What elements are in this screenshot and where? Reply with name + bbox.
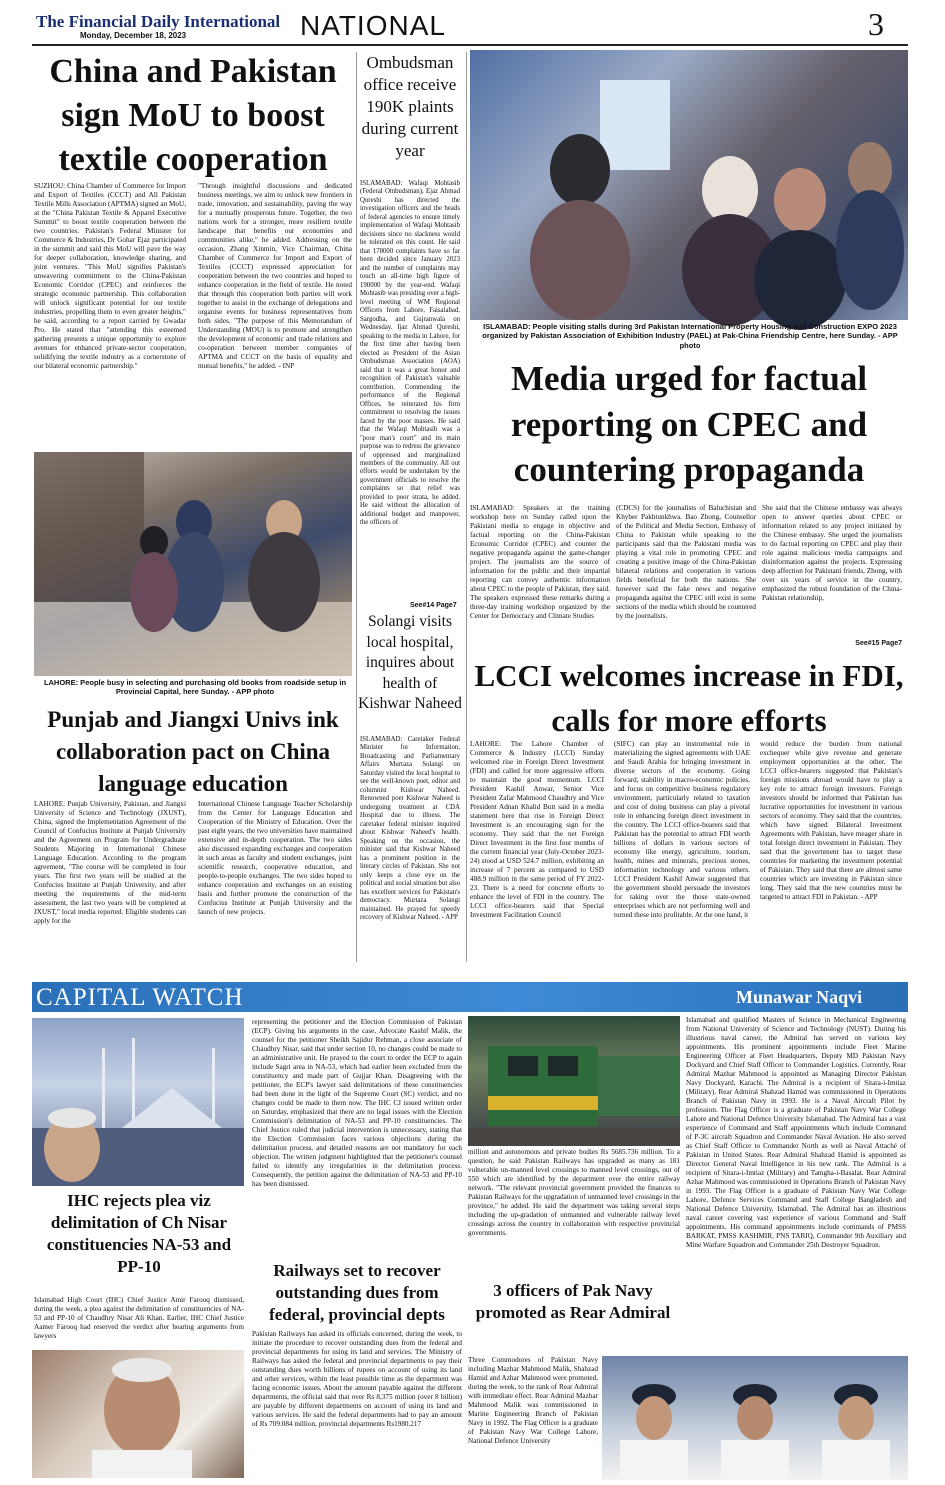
mosque-illustration [32, 1018, 244, 1186]
story9-headline: 3 officers of Pak Navy promoted as Rear Admiral [475, 1281, 671, 1323]
story2-body: ISLAMABAD: Wafaqi Mohtasib (Federal Ombudsman), Ejaz Ahmad Qureshi has directed the investigation officers and the heads of federal agencies to ensure timely implementation of Wafaqi Mohtasib decisions since no slackness would be tolerated on this count. He said that 178000 complaints have so far been decided since January 2023 and the number of complaints may touch an all-time high figure of 190000 by the year-end. Wafaqi Mohtasib was presiding over a high-level meeting of WM Regional Officers from Lahore, Faisalabad, Sargodha, and Gujranwala on Wednesday. Ijaz Ahmad Qureshi, speaking to the media in Lahore, for the first time after having been elected as President of the Asian Ombudsman Association (AOA) said that it was a great honor and recognition of Pakistan's valuable contribution. Commending the performance of the Regional Offices, he reiterated his firm commitment to resolving the issues faced by the poor masses. He said that the Wafaqi Mohtasib was a "poor man's court" and its main purpose was to redress the grievance of oppressed and marginalized members of the community. All out efforts would be undertaken by the government officials to resolve the complaints so that relief was provided to poor strata, he added. He said without the allocation of additional budget and manpower, the officers of [360, 180, 460, 527]
portrait-illustration [32, 1350, 244, 1478]
story1-column-2: "Through insightful discussions and dedicated business meetings, we aim to unlock new frontiers in trade, innovation, and sustainability, paving the way for a mutually prosperous future. Together, the two nations work for a stronger, more resilient textile landscape that benefits our economies and communities alike," he added. Addressing on the occasion, Zhang Xinmin, Vice Chairman, China Chamber of Commerce for Import and Export of Textiles (CCCT) expressed appreciation for cooperation between the two countries and hoped to enhance cooperation in the field of textile. He noted that through this cooperation both parties will work together to assist in the exchange of delegations and organise events for business representatives from both sides. "The purpose of this Memorandum of Understanding (MOU) is to promote and strengthen the development of economic and trade relations and co-operation between member companies of APTMA and CCCT on the basis of equality and mutual benefits," he added. - INP [198, 182, 352, 370]
story3-column-3: She said that the Chinese embassy was always open to answer queries about CPEC or information related to any project initiated by the Chinese embassy. She urged the journalists to do factual reporting on CPEC and play their role against malicious media campaigns and disinformation against the projects. Expressing deep affection for Pakistani friends, Zhong, with over six years of service in the country, emphasized the robust foundation of the China-Pakistan relationship, [762, 504, 902, 602]
column-author: Munawar Naqvi [736, 987, 863, 1007]
expo-photo-caption: ISLAMABAD: People visiting stalls during 3rd Pakistan International Property Housing and Construction EXPO 2023 organized by Pakistan Association of Exhibition Industry (PAEL) at Pak-China Friendship Centre, here Sunday. - APP photo [482, 322, 898, 350]
story5-headline: Punjab and Jiangxi Univs ink collaboration pact on China language education [47, 707, 339, 797]
expo-photo-illustration [470, 50, 908, 320]
column-rule [356, 52, 357, 962]
story7-column-2: representing the petitioner and the Election Commission of Pakistan (ECP). Giving his arguments in the case, Advocate Kashif Malik, the counsel for the petitioner Sheikh Sajidur Rehman, a close associate of Chaudhry Nisar, said that under section 10, no changes could be made to an administrative unit. He prayed to the court to order the ECP to again include Sagri area in NA-53, which had earlier been excluded from the constituency and made part of Gujjar Khan. Disagreeing with the petitioner, the ECP's lawyer said delimitations of these constituencies had been done in the light of the Supreme Court (SC) verdict, and no changes could be made to them now. The IHC CJ issued written order on Saturday, emphasized that there are no legal issues with the Election Commission's delimitation of NA-53 and PP-10 constituencies. The Chief Justice ruled that judicial intervention is unnecessary, stating that the Election Commission faces various objections during the delimitation process, and detailed reasons are not mandatory for each objection. The written judgment highlighted that the petitioner's counsel failed to identify any irregularities in the delimitation process. Consequently, the petition against the delimitation of NA-53 and PP-10 has been dismissed. [252, 1018, 462, 1188]
masthead-title: The Financial Daily International [36, 12, 281, 31]
story3-column-2: (CDCS) for the journalists of Baluchistan and Khyber Pakhtunkhwa. Bao Zhong, Counsellor of the Political and Media Section, Embassy of China to Pakistan while speaking to the participants said that the Pakistani media was playing a vital role in promoting CPEC and creating a positive image of the China-Pakistan bilateral relations and cooperation in various fields beneficial for both the nations. She however said the fake news and negative propaganda against the CPEC still exist in some sections of the media which should be countered by the journalists. [616, 504, 756, 620]
portrait-photo [32, 1350, 244, 1478]
books-photo [34, 452, 352, 676]
books-photo-caption: LAHORE: People busy in selecting and purchasing old books from roadside setup in Provincial Capital, here Sunday. - APP photo [43, 678, 347, 697]
story4-body: ISLAMABAD: Caretaker Federal Minister for Information, Broadcasting and Parliamentary Affairs Murtaza Solangi on Saturday visited the local hospital to see the well-known poet, editor and columnist Kishwar Naheed. Renowned poet Kishwar Naheed is undergoing treatment at CDA Hospital due to illness. The caretaker federal minister inquired about Kishwar Naheed's health. Speaking on the occasion, the minister said that Kishwar Naheed has a prominent position in the literary circles of Pakistan. She not only keeps a close eye on the political and social situation but also has excellent services for Pakistan's democracy. Murtaza Solangi maintained. He prayed for speedy recovery of Kishwar Naheed. - APP [360, 736, 460, 922]
story7-headline: IHC rejects plea viz delimitation of Ch Nisar constituencies NA-53 and PP-10 [46, 1191, 232, 1277]
story9-column-3: Islamabad and qualified Masters of Science in Mechanical Engineering from National University of Science and Technology (NUST). During his illustrious naval career, the Admiral has served on various key appointments. His prominent appointments include Fleet Marine Engineering Officer at Fleet Headquarters, Deputy MD Pakistan Navy Dockyard and Chief Staff Officer to Commander Logistics. Currently, Rear Admiral Mazhar Mahmood is appointed as Managing Director Pakistan Navy Dockyard, Karachi. The Admiral is a recipient of Sitara-i-Imtiaz (Military). Rear Admiral Shahzad Hamid was commissioned in Operations Branch of Pakistan Navy in 1993. He is a Naval Aircraft Pilot by profession. The Flag Officer is a graduate of Pakistan Navy War College Lahore and National Defence University Islamabad. The Admiral has a vast experience of Command and Staff appointments which include Command of P-3C aircraft Squadron and Commander Naval Aviation. He also served as Chief Staff Officer to Commander North as well as Naval Attaché of Pakistan in United States. Rear Admiral Shahzad Hamid is appointed as Director General Naval Intelligence in his new rank. The Admiral is a recipient of Sitara-i-Imtiaz (Military) and Tamgha-i-Basalat. Rear Admiral Azhar Mahmood was commissioned in Operations Branch of Pakistan Navy in 1993. The Flag Officer is a graduate of Pakistan Navy War College Lahore, Defence Services Command and Staff College Bangladesh and National Defence University, Islamabad. The Admiral has an illustrious naval career covering vast experience of various Command and Staff appointments. His command appointments include commands of PMSS BARKAT, PMSS KASHMIR, PNS TARIQ, Commander 9th Auxiliary and Mine Warfare Squadron and Commander 25th Destroyer Squadron. [686, 1016, 906, 1249]
story7-body: Islamabad High Court (IHC) Chief Justice Amir Farooq dismissed, during the week, a plea against the delimitation of constituencies of NA-53 and PP-10 of Chaudhry Nisar Ali Khan. Earlier, IHC Chief Justice Aamer Farooq had reserved the verdict after hearing arguments from lawyers [34, 1296, 244, 1340]
story5-column-2: International Chinese Language Teacher Scholarship from the Center for Language Education and Cooperation of the Ministry of Education. Over the past eight years, the two universities have maintained extensive and in-depth cooperation. The two sides also discussed expanding exchanges and cooperation in such areas as faculty and student exchanges, joint scientific research, cooperative education, and people-to-people exchanges. The two sides hoped to enhance cooperation and exchanges on an existing basis and further promote the construction of the Confucius Institute at Punjab University and the launch of new projects. [198, 800, 352, 916]
story8-headline: Railways set to recover outstanding dues from federal, provincial depts [269, 1261, 445, 1325]
story1-headline: China and Pakistan sign MoU to boost textile cooperation [49, 53, 337, 179]
page-number: 3 [868, 6, 884, 42]
train-illustration [468, 1016, 680, 1146]
navy-officers-photo [602, 1356, 908, 1480]
chaudhry-nisar-photo [32, 1018, 244, 1186]
section-title: NATIONAL [300, 10, 446, 41]
story9-body: Three Commodores of Pakistan Navy including Mazhar Mahmood Malik, Shahzad Hamid and Azhar Mahmood were promoted, during the week, to the rank of Rear Admiral with immediate effect. Rear Admiral Mazhar Mahmood Malik was commissioned in Marine Engineering Branch of Pakistan Navy in 1992. The Flag Officer is a graduate of Pakistan Navy War College Lahore, National Defence University [468, 1356, 598, 1445]
masthead-rule [32, 44, 908, 46]
story3-jump: See#15 Page7 [855, 640, 902, 647]
story8-column-2: million and autonomous and private bodies Rs 5685.736 million. To a question, he said Pakistan Railways has upgraded as many as 181 vulnerable un-manned level crossings to manned level crossings, out of 550 which are identified by the department over the entire railway network. "The relevant provincial government provided the finances to Pakistan Railways for the upgradation of unmanned level crossings in the province," he added. He said the department was taking several steps including the up-gradation of unmanned and vulnerable railway level crossings across the country in collaboration with respective provincial governments. [468, 1148, 680, 1237]
expo-photo [470, 50, 908, 320]
officers-illustration [602, 1356, 908, 1480]
story6-column-2: (SIFC) can play an instrumental role in materializing the signed agreements with UAE and Saudi Arabia for bringing investment in diverse sectors of the economy. Going forward, stability in macro-economic policies, and focus on competitive business regulatory environment, particularly related to taxation and cost of doing business can play a pivotal role in enhancing foreign direct investment in the country. The LCCI office-bearers said that Pakistan has the potential to attract FDI worth billions of dollars in various sectors of economy like energy, agriculture, tourism, health, mines and minerals, precious stones, information technology and various others. LCCI President Kashif Anwar suggested that the government should persuade the investors for taking over the those state-owned enterprises which are not performing well and turned these into profitable. At the one hand, it [614, 740, 750, 919]
story6-headline: LCCI welcomes increase in FDI, calls for more efforts [474, 658, 904, 738]
column-rule [466, 52, 467, 962]
story2-jump: See#14 Page7 [410, 602, 457, 609]
story6-column-3: would reduce the burden from national exchequer while give revenue and generate employment opportunities at the other. The LCCI office-bearers suggested that Pakistan's foreign missions abroad would have to play a key role to attract foreign investors. Foreign investors should be informed that Pakistan has lucrative opportunities for investment in various sectors of economy. They said that the countries, which have signed Bilateral Investment Agreements with Pakistan, have meager share in total foreign direct investment in Pakistan. They said that the government has to target these countries for marketing the investment potential of Pakistan. They said that there are almost same countries which are investing in Pakistan since long. They said that the new countries must be targeted to attract FDI in Pakistan. - APP [760, 740, 902, 901]
story1-column-1: SUZHOU: China Chamber of Commerce for Import and Export of Textiles (CCCT) and All Pakistan Textile Mills Association (APTMA) signed an MoU, at the "China Pakistan Textile & Apparel Executive Summit" to boost textile cooperation between the two countries. Pakistan's Federal Minister for Commerce & Industries, Dr Gohar Ejaz participated in the summit and said this MoU will pave the way for deeper collaboration, knowledge sharing, and joint ventures. "This MoU signifies Pakistan's unwavering commitment to the China-Pakistan Economic Corridor (CPEC) and reinforces the strategic economic partnership. This collaboration will unlock significant potential for our textile industries, propelling them to even greater heights," he said, according to a report carried by Gwadar Pro. He stated that "attending this esteemed gathering presents a unique opportunity to explore avenues for enhanced private-sector cooperation, solidifying the textile industry as a cornerstone of our bilateral economic partnership." [34, 182, 186, 370]
issue-date: Monday, December 18, 2023 [80, 31, 187, 40]
story6-column-1: LAHORE: The Lahore Chamber of Commerce & Industry (LCCI) Sunday welcomed rise in Foreign Direct Investment (FDI) and called for more aggressive efforts to maintain the good momentum. LCCI President Kashif Anwar, Senior Vice President Zafar Mahmood Chaudhry and Vice President Adnan Khalid Butt said in a media statement here that rise in Foreign Direct Investment is an encouraging sign for the economy. They said that the net Foreign Direct Investment in the first four months of the current financial year (July-October 2023-24) stood at USD 524.7 million, exhibiting an increase of 7 percent as compared to USD 488.9 million in the same period of FY 2022-23. There is a need for concrete efforts to enhance the level of FDI in the country. The LCCI office-bearers said that Special Investment Facilitation Council [470, 740, 604, 919]
story5-column-1: LAHORE: Punjab University, Pakistan, and Jiangxi University of Science and Technology (JXUST), China, signed the Implementation Agreement of the Council of Confucius Institute at Punjab University and the Agreement on Program for Undergraduate Students Majoring in International Chinese Language Education. According to the program agreement, "The course will be completed in four years. The first two years will be studied at the Confucius Institute at Punjab University, and after meeting the requirements of the mid-term assessment, the last two years will be completed at JXUST," local media reported. Eligible students can apply for the [34, 800, 186, 925]
story3-headline: Media urged for factual reporting on CPEC and countering propaganda [510, 359, 868, 489]
story2-headline: Ombudsman office receive 190K plaints during current year [361, 53, 459, 161]
books-photo-illustration [34, 452, 352, 676]
story4-headline: Solangi visits local hospital, inquires about health of Kishwar Naheed [358, 613, 462, 713]
train-photo [468, 1016, 680, 1146]
story3-column-1: ISLAMABAD: Speakers at the training workshop here on Sunday called upon the Pakistani media to engage in objective and factual reporting on the China-Pakistan Economic Corridor (CPEC) and counter the negative propaganda against the game-changer project. The journalists are the source of information for the public and their impartial reporting can convey authentic information about CPEC to the people of Pakistan, they said. The speakers expressed these remarks during a three-day training workshop organized by the Center for Democracy and Climate Studies [470, 504, 610, 620]
capital-watch-title: CAPITAL WATCH [36, 984, 244, 1011]
story8-body: Pakistan Railways has asked its officials concerned, during the week, to initiate the procedure to recover outstanding dues from the federal and provincial departments for using its land and services. The Ministry of Railways has asked the federal and provincial departments to pay their outstanding dues worth billions of rupees on account of using its land and other services, within the least possible time as the department was facing economic issues. About the amount payable against the different departments, the official said that over Rs 8,375 million (over 8 billion) are payable by different departments on account of using its land and various services. He said the federal departments had to pay an amount of Rs 709.084 million, provincial departments Rs1980.217 [252, 1330, 462, 1428]
